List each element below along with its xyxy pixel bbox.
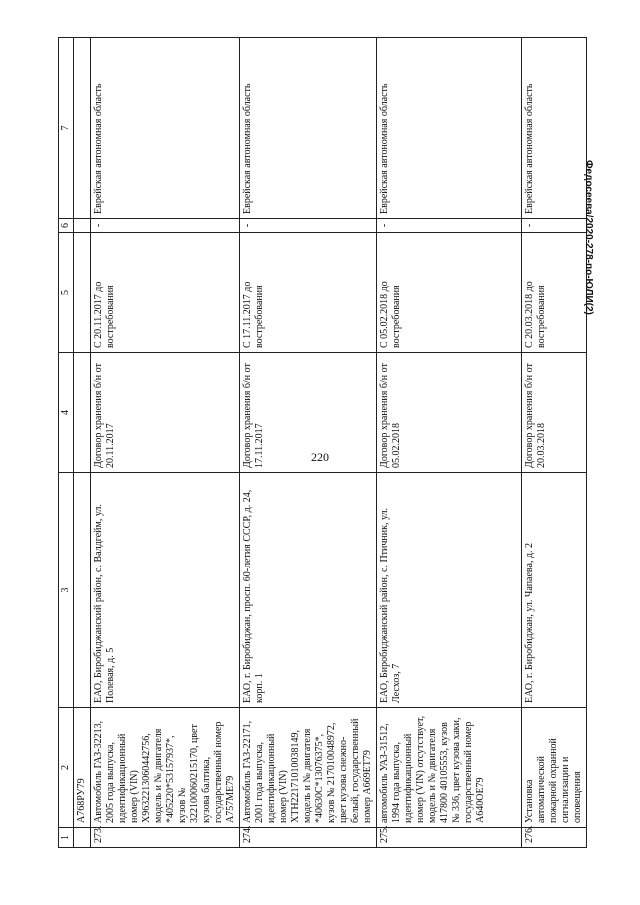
row-number: 276. — [522, 828, 587, 848]
row-col6: - — [377, 219, 522, 233]
table-row — [240, 38, 377, 848]
table-cell — [74, 353, 91, 473]
property-table-frame — [58, 38, 583, 848]
row-region: Еврейская автономная область — [91, 38, 240, 219]
row-period: С 20.11.2017 до востребования — [91, 233, 240, 353]
table-cell — [74, 233, 91, 353]
row-col6: - — [240, 219, 377, 233]
table-row — [522, 38, 587, 848]
table-row — [91, 38, 240, 848]
row-document: Договор хранения б/н от 20.11.2017 — [91, 353, 240, 473]
header-cell: 3 — [59, 473, 74, 708]
row-document: Договор хранения б/н от 17.11.2017 — [240, 353, 377, 473]
row-object: Автомобиль ГАЗ-32213, 2005 года выпуска, идентификационный номер (VIN) Х9632213060442756, модель и № двигателя *405220*53157937*, кузов № 322100060215170, цвет кузова балтика, государственный номер А757МЕ79 — [91, 708, 240, 828]
row-object: Автомобиль ГАЗ-22171, 2001 года выпуска, идентификационный номер (VIN) ХТН22171010038149, модель и № двигателя *40630С*13076375*, кузов № 217010048972, цвет кузова снежно-белый, государственный номер А669ЕТ79 — [240, 708, 377, 828]
header-cell: 2 — [59, 708, 74, 828]
row-address: ЕАО, г. Биробиджан, просп. 60-летия СССР, д. 24, корп. 1 — [240, 473, 377, 708]
row-region: Еврейская автономная область — [522, 38, 587, 219]
row-period: С 05.02.2018 до востребования — [377, 233, 522, 353]
row-number: 274. — [240, 828, 377, 848]
header-cell: 5 — [59, 233, 74, 353]
table-cell — [74, 828, 91, 848]
row-period: С 17.11.2017 до востребования — [240, 233, 377, 353]
row-document: Договор хранения б/н от 05.02.2018 — [377, 353, 522, 473]
row-col6: - — [91, 219, 240, 233]
header-cell: 6 — [59, 219, 74, 233]
row-col6: - — [522, 219, 587, 233]
row-number: 273. — [91, 828, 240, 848]
table-cell-prev-object: А768РУ79 — [74, 708, 91, 828]
row-region: Еврейская автономная область — [377, 38, 522, 219]
document-footer-note: Федосеева/2020-278-по-ЮЛИ(2) — [583, 160, 594, 315]
row-region: Еврейская автономная область — [240, 38, 377, 219]
header-cell: 1 — [59, 828, 74, 848]
row-address: ЕАО, Биробиджанский район, с. Валдгейм, ул. Полевая, д. 5 — [91, 473, 240, 708]
page-number: 220 — [311, 450, 329, 464]
property-table — [58, 37, 587, 848]
row-period: С 20.03.2018 до востребования — [522, 233, 587, 353]
header-cell: 4 — [59, 353, 74, 473]
row-address: ЕАО, г. Биробиджан, ул. Чапаева, д. 2 — [522, 473, 587, 708]
table-header-row — [59, 38, 74, 848]
row-object: автомобиль УАЗ-31512, 1994 года выпуска, идентификационный номер (VIN) отсутствует, модель и № двигателя 417800 40105553, кузов № 336, цвет кузова хаки, государственный номер А640ОЕ79 — [377, 708, 522, 828]
table-cell — [74, 38, 91, 219]
row-document: Договор хранения б/н от 20.03.2018 — [522, 353, 587, 473]
row-object: Установка автоматической пожарной охранной сигнализации и оповещения — [522, 708, 587, 828]
table-cell — [74, 219, 91, 233]
table-row-continued — [74, 38, 91, 848]
table-cell — [74, 473, 91, 708]
row-address: ЕАО, Биробиджанский район, с. Птичник, ул. Лесхоз, 7 — [377, 473, 522, 708]
row-number: 275. — [377, 828, 522, 848]
header-cell: 7 — [59, 38, 74, 219]
table-row — [377, 38, 522, 848]
